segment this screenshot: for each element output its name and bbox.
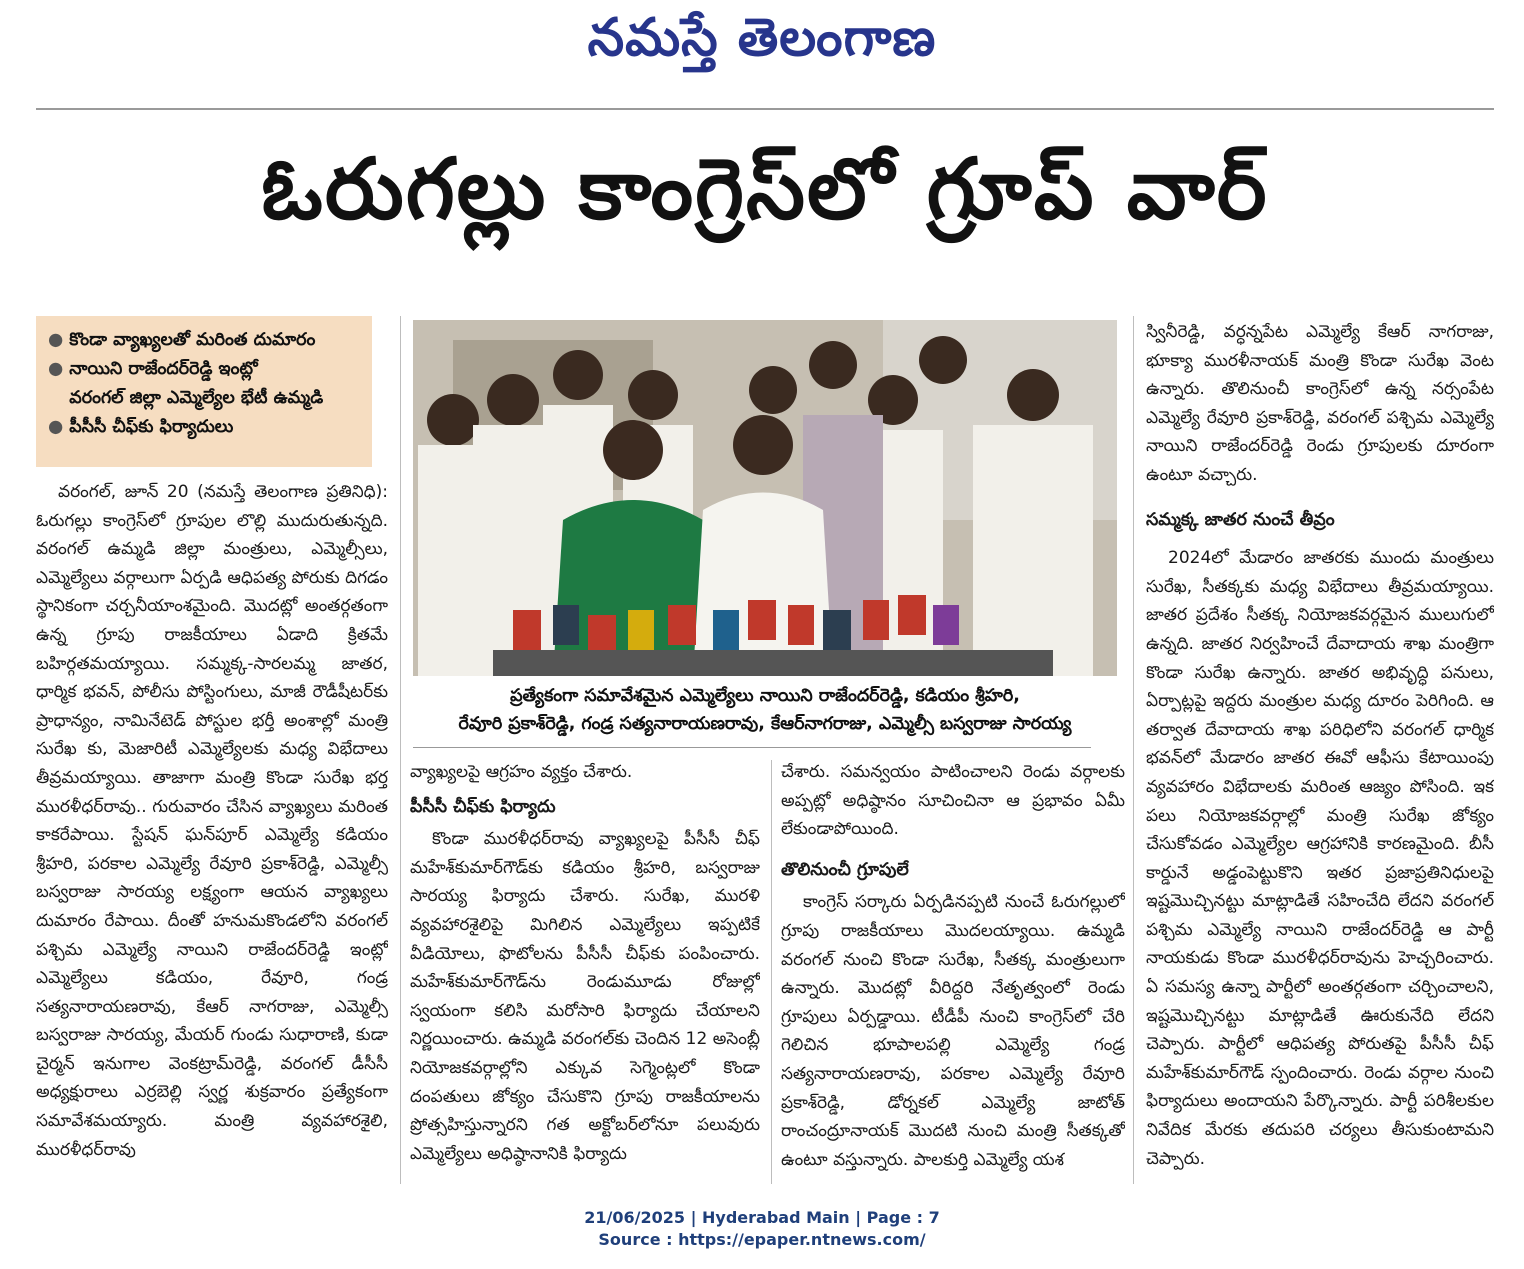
masthead-divider — [36, 108, 1494, 110]
article-column-3 — [781, 758, 1125, 1183]
article-column-4 — [1146, 318, 1494, 1184]
article-headline: ఓరుగల్లు కాంగ్రెస్‌లో గ్రూప్ వార్ — [261, 140, 1269, 238]
article-paragraph: స్వినీరెడ్డి, వర్ధన్నపేట ఎమ్మెల్యే కేఆర్ నాగరాజు, భూక్యా మురళీనాయక్ మంత్రి కొండా సురేఖ వెంట ఉన్నారు. తొలినుంచీ కాంగ్రెస్‌లో ఉన్న నర్సంపేట ఎమ్మెల్యే రేవూరి ప్రకాశ్‌రెడ్డి, వరంగల్ పశ్చిమ ఎమ్మెల్యే నాయిని రాజేందర్‌రెడ్డి రెండు గ్రూపులకు దూరంగా ఉంటూ వచ్చారు. — [1146, 322, 1494, 485]
caption-line: ప్రత్యేకంగా సమావేశమైన ఎమ్మెల్యేలు నాయిని రాజేందర్‌రెడ్డి, కడియం శ్రీహరి, — [510, 686, 1020, 706]
article-paragraph: కొండా మురళీధర్‌రావు వ్యాఖ్యలపై పీసీసీ చీఫ్ మహేశ్‌కుమార్‌గౌడ్‌కు కడియం శ్రీహరి, బస్వరాజు సారయ్య ఫిర్యాదు చేశారు. సురేఖ, మురళి వ్యవహారశైలిపై మిగిలిన ఎమ్మెల్యేలు ఇప్పటికే వీడియోలు, ఫొటోలను పీసీసీ చీఫ్‌కు పంపించారు. మహేశ్‌కుమార్‌గౌడ్‌ను రెండుమూడు రోజుల్లో స్వయంగా కలిసి మరోసారి ఫిర్యాదు చేయాలని నిర్ణయించారు. ఉమ్మడి వరంగల్‌కు చెందిన 12 అసెంబ్లీ నియోజకవర్గాల్లోని ఎక్కువ సెగ్మెంట్లలో కొండా దంపతులు జోక్యం చేసుకొని గ్రూపు రాజకీయాలను ప్రోత్సహిస్తున్నారని గత అక్టోబర్‌లోనూ పలువురు ఎమ్మెల్యేలు అధిష్ఠానానికి ఫిర్యాదు — [410, 829, 760, 1164]
column-divider — [1133, 316, 1134, 1184]
article-column-1 — [36, 478, 388, 1183]
section-subhead: సమ్మక్క జాతర నుంచే తీవ్రం — [1146, 509, 1335, 530]
bullet-icon: ● — [48, 359, 64, 379]
highlight-item: ● నాయిని రాజేందర్‌రెడ్డి ఇంట్లో — [48, 359, 258, 379]
section-subhead: పీసీసీ చీఫ్‌కు ఫిర్యాదు — [410, 796, 556, 817]
article-paragraph: వ్యాఖ్యలపై ఆగ్రహం వ్యక్తం చేశారు. — [410, 762, 633, 782]
photo-caption — [413, 682, 1117, 738]
press-meet-photo — [413, 320, 1117, 676]
article-paragraph: 2024లో మేడారం జాతరకు ముందు మంత్రులు సురేఖ, సీతక్కకు మధ్య విభేదాలు తీవ్రమయ్యాయి. జాతర ప్రదేశం సీతక్క నియోజకవర్గమైన ములుగులో ఉన్నది. జాతర నిర్వహించే దేవాదాయ శాఖ మంత్రిగా కొండా సురేఖ ఉన్నారు. జాతర అభివృద్ధి పనులు, ఏర్పాట్లపై ఇద్దరు మంత్రుల మధ్య దూరం పెరిగింది. ఆ తర్వాత దేవాదాయ శాఖ పరిధిలోని వరంగల్ ధార్మిక భవన్‌లో మేడారం జాతర ఈవో ఆఫీసు కేటాయింపు వ్యవహారం విభేదాలకు మరింత ఆజ్యం పోసింది. ఇక పలు నియోజకవర్గాల్లో మంత్రి సురేఖ జోక్యం చేసుకోవడం ఎమ్మెల్యేల ఆగ్రహానికి కారణమైంది. బీసీ కార్డునే అడ్డంపెట్టుకొని ఇతర ప్రజాప్రతినిధులపై ఇష్టమొచ్చినట్టు మాట్లాడితే సహించేది లేదని వరంగల్ పశ్చిమ ఎమ్మెల్యే నాయిని రాజేందర్‌రెడ్డి ఆ పార్టీ నాయకుడు కొండా మురళీధర్‌రావును హెచ్చరించారు. ఏ సమస్య ఉన్నా పార్టీలో అంతర్గతంగా చర్చించాలని, ఇష్టమొచ్చినట్టు మాట్లాడితే ఊరుకునేది లేదని చెప్పారు. పార్టీలో ఆధిపత్య పోరుతపై పీసీసీ చీఫ్ మహేశ్‌కుమార్‌గౌడ్ స్పందించారు. రెండు వర్గాల నుంచి ఫిర్యాదులు అందాయని పేర్కొన్నారు. పార్టీ పరిశీలకుల నివేదిక మేరకు తదుపరి చర్యలు తీసుకుంటామని చెప్పారు. — [1146, 548, 1494, 1169]
highlight-item: వరంగల్ జిల్లా ఎమ్మెల్యేల భేటీ ఉమ్మడి — [69, 388, 324, 408]
caption-line: రేవూరి ప్రకాశ్‌రెడ్డి, గండ్ర సత్యనారాయణరావు, కేఆర్‌నాగరాజు, ఎమ్మెల్సీ బస్వరాజు సారయ్య — [458, 714, 1072, 734]
article-paragraph: చేశారు. సమన్వయం పాటించాలని రెండు వర్గాలకు అప్పట్లో అధిష్ఠానం సూచించినా ఆ ప్రభావం ఏమీ లేకుండాపోయింది. — [781, 762, 1125, 840]
highlights-box — [36, 316, 372, 467]
footer-source: Source : https://epaper.ntnews.com/ — [598, 1230, 926, 1249]
article-paragraph: వరంగల్, జూన్ 20 (నమస్తే తెలంగాణ ప్రతినిధి): ఓరుగల్లు కాంగ్రెస్‌లో గ్రూపుల లొల్లి ముదురుతున్నది. వరంగల్ ఉమ్మడి జిల్లా మంత్రులు, ఎమ్మెల్సీలు, ఎమ్మెల్యేలు వర్గాలుగా ఏర్పడి ఆధిపత్య పోరుకు దిగడం స్థానికంగా చర్చనీయాంశమైంది. మొదట్లో అంతర్గతంగా ఉన్న గ్రూపు రాజకీయాలు ఏడాది క్రితమే బహిర్గతమయ్యాయి. సమ్మక్క-సారలమ్మ జాతర, ధార్మిక భవన్, పోలీసు పోస్టింగులు, మాజీ రౌడీషీటర్‌కు ప్రాధాన్యం, నామినేటెడ్ పోస్టుల భర్తీ అంశాల్లో మంత్రి సురేఖ కు, మెజారిటీ ఎమ్మెల్యేలకు మధ్య విభేదాలు తీవ్రమయ్యాయి. తాజాగా మంత్రి కొండా సురేఖ భర్త మురళీధర్‌రావు.. గురువారం చేసిన వ్యాఖ్యలు మరింత కాకరేపాయి. స్టేషన్ ఘన్‌పూర్ ఎమ్మెల్యే కడియం శ్రీహరి, పరకాల ఎమ్మెల్యే రేవూరి ప్రకాశ్‌రెడ్డి, ఎమ్మెల్సీ బస్వరాజు సారయ్య లక్ష్యంగా ఆయన వ్యాఖ్యలు దుమారం రేపాయి. దీంతో హనుమకొండలోని వరంగల్ పశ్చిమ ఎమ్మెల్యే నాయిని రాజేందర్‌రెడ్డి ఇంట్లో ఎమ్మెల్యేలు కడియం, రేవూరి, గండ్ర సత్యనారాయణరావు, కేఆర్ నాగరాజు, ఎమ్మెల్సీ బస్వరాజు సారయ్య, మేయర్ గుండు సుధారాణి, కుడా చైర్మన్ ఇనుగాల వెంకట్రామ్‌రెడ్డి, వరంగల్ డీసీసీ అధ్యక్షురాలు ఎర్రబెల్లి స్వర్ణ శుక్రవారం ప్రత్యేకంగా సమావేశమయ్యారు. మంత్రి వ్యవహారశైలి, మురళీధర్‌రావు — [36, 482, 388, 1160]
highlight-item: ● కొండా వ్యాఖ్యలతో మరింత దుమారం — [48, 330, 316, 350]
article-paragraph: కాంగ్రెస్ సర్కారు ఏర్పడినప్పటి నుంచే ఓరుగల్లులో గ్రూపు రాజకీయాలు మొదలయ్యాయి. ఉమ్మడి వరంగల్ నుంచి కొండా సురేఖ, సీతక్క మంత్రులుగా ఉన్నారు. మొదట్లో వీరిద్దరి నేతృత్వంలో రెండు గ్రూపులు ఏర్పడ్డాయి. టీడీపీ నుంచి కాంగ్రెస్‌లో చేరి గెలిచిన భూపాలపల్లి ఎమ్మెల్యే గండ్ర సత్యనారాయణరావు, పరకాల ఎమ్మెల్యే రేవూరి ప్రకాశ్‌రెడ్డి, డోర్నకల్ ఎమ్మెల్యే జాటోత్ రాంచంద్రూనాయక్ మొదటి నుంచి మంత్రి సీతక్కతో ఉంటూ వస్తున్నారు. పాలకుర్తి ఎమ్మెల్యే యశ — [781, 892, 1125, 1170]
caption-divider — [413, 747, 1091, 748]
column-divider — [400, 316, 401, 1184]
footer-dateline: 21/06/2025 | Hyderabad Main | Page : 7 — [584, 1208, 940, 1227]
column-divider — [771, 760, 772, 1184]
bullet-icon: ● — [48, 330, 64, 350]
section-subhead: తొలినుంచీ గ్రూపులే — [781, 859, 909, 880]
masthead-logo: నమస్తే తెలంగాణ — [587, 8, 937, 68]
photo-illustration — [413, 320, 1117, 676]
highlight-item: ● పీసీసీ చీఫ్‌కు ఫిర్యాదులు — [48, 417, 234, 437]
article-column-2 — [410, 758, 760, 1183]
bullet-icon: ● — [48, 417, 64, 437]
